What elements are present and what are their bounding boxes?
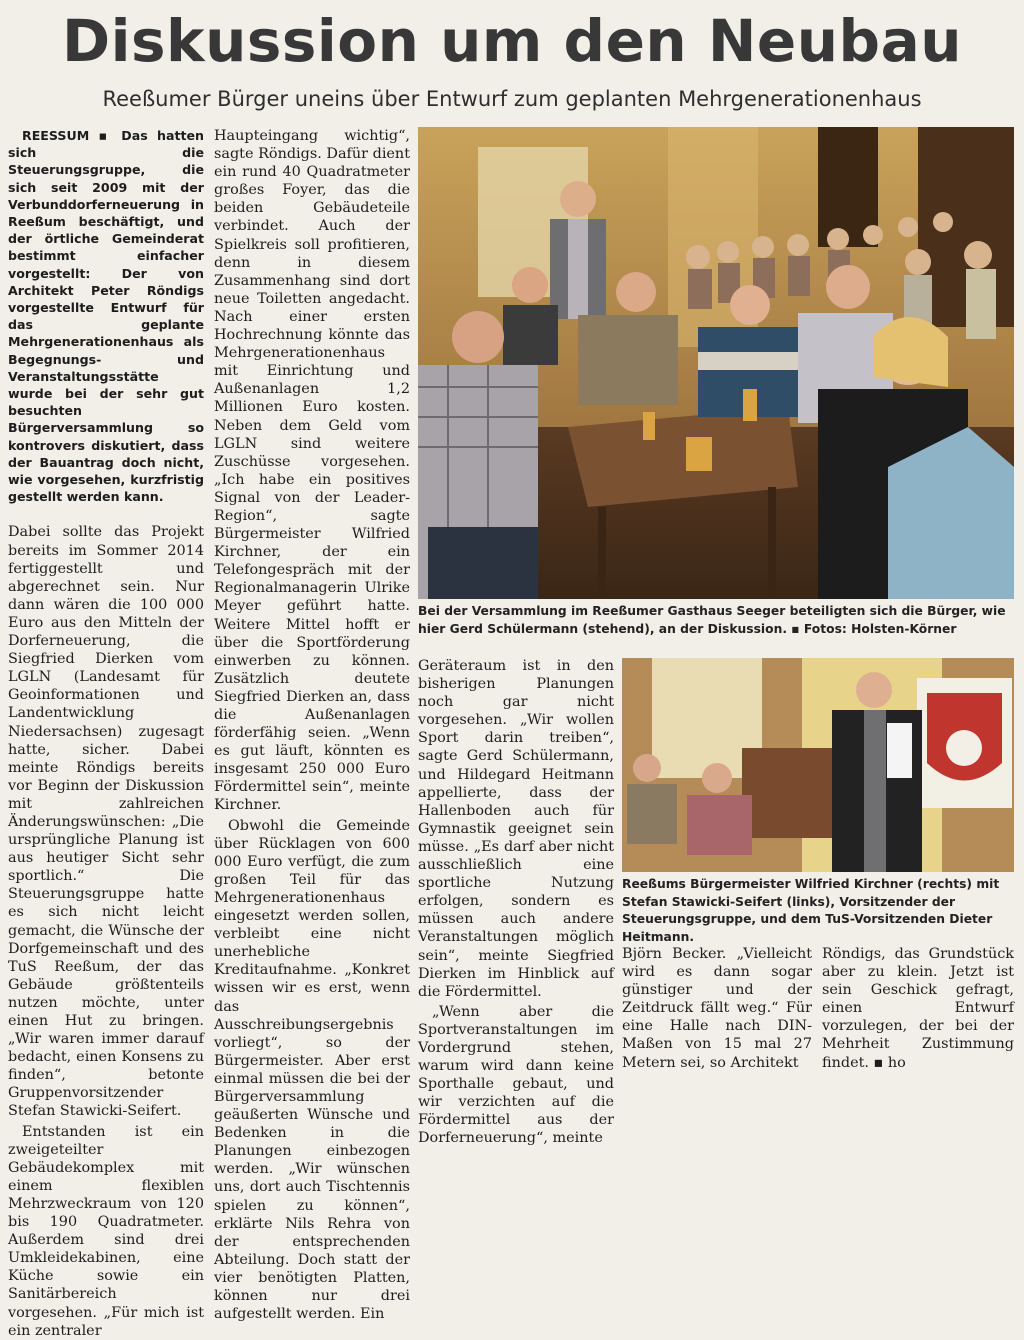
column-1 [8,127,204,1340]
body-paragraph: Dabei sollte das Projekt bereits im Sommer 2014 fertiggestellt und abgerechnet sein. Nur dann wären die 100 000 Euro aus den Mitteln der Dorferneuerung, die Siegfried Dierken vom LGLN (Landesamt für Geoinformationen und Landentwicklung Niedersachsen) zugesagt hatte, sicher. Dabei meinte Röndigs bereits vor Beginn der Diskussion mit zahlreichen Änderungswünschen: „Die ursprüngliche Planung ist aus heutiger Sicht sehr sportlich.“ Die Steuerungsgruppe hatte es sich nicht leicht gemacht, die Wünsche der Dorfgemeinschaft und des TuS Reeßum, der das Gebäude größtenteils nutzen möchte, unter einen Hut zu bringen. „Wir waren immer darauf bedacht, einen Konsens zu finden“, betonte Gruppenvorsitzender Stefan Stawicki-Seifert. [8,524,204,1120]
photo-mayor-image [622,658,1014,872]
body-paragraph: Björn Becker. „Vielleicht wird es dann sogar günstiger und der Zeitdruck fällt weg.“ Für eine Halle nach DIN-Maßen von 15 mal 27 Metern sei, so Architekt [622,946,812,1071]
body-paragraph: Entstanden ist ein zweigeteilter Gebäudekomplex mit einem flexiblen Mehrzweckraum von 120 bis 190 Quadratmeter. Außerdem sind drei Umkleidekabinen, eine Küche sowie ein Sanitärbereich vorgesehen. „Für mich ist ein zentraler [8,1123,204,1339]
column-3 [418,657,614,1148]
body-paragraph: Haupteingang wichtig“, sagte Röndigs. Dafür dient ein rund 40 Quadratmeter großes Foyer, das die beiden Gebäudeteile verbindet. Auch der Spielkreis soll profitieren, denn in diesem Zusammenhang sind dort neue Toiletten angedacht. Nach einer ersten Hochrechnung könnte das Mehrgenerationenhaus mit Einrichtung und Außenanlagen 1,2 Millionen Euro kosten. Neben dem Geld vom LGLN sind weitere Zuschüsse vorgesehen. „Ich habe ein positives Signal von der Leader-Region“, sagte Bürgermeister Wilfried Kirchner, der ein Telefongespräch mit der Regionalmanagerin Ulrike Meyer geführt hatte. Weitere Mittel hofft er über die Sportförderung einwerben zu können. Zusätzlich deutete Siegfried Dierken an, dass die Außenanlagen förderfähig seien. „Wenn es gut läuft, könnten es insgesamt 250 000 Euro Fördermittel sein“, meinte Kirchner. [214,128,410,814]
photo-assembly-image [418,127,1014,599]
body-paragraph: Obwohl die Gemeinde über Rücklagen von 600 000 Euro verfügt, die zum großen Teil für das Mehrgenerationenhaus eingesetzt werden sollen, verbleibt eine nicht unerhebliche Kreditaufnahme. „Konkret wissen wir es erst, wenn das Ausschreibungsergebnis vorliegt“, so der Bürgermeister. Aber erst einmal müssen die bei der Bürgerversammlung geäußerten Wünsche und Bedenken in die Planungen einbezogen werden. „Wir wünschen uns, dort auch Tischtennis spielen zu können“, erklärte Nils Rehra von der entsprechenden Abteilung. Doch statt der vier benötigten Platten, können nur drei aufgestellt werden. Ein [214,817,410,1323]
photo-mayor [622,658,1014,872]
photo-assembly [418,127,1014,599]
body-paragraph: Geräteraum ist in den bisherigen Planungen noch gar nicht vorgesehen. „Wir wollen Sport darin treiben“, sagte Gerd Schülermann, und Hildegard Heitmann appellierte, dass der Hallenboden auch für Gymnastik geeignet sein müsse. „Es darf aber nicht ausschließlich eine sportliche Nutzung erfolgen, sondern es müssen auch andere Veranstaltungen möglich sein“, meinte Siegfried Dierken im Hinblick auf die Fördermittel. [418,658,614,1000]
subheadline: Reeßumer Bürger uneins über Entwurf zum geplanten Mehrgenerationenhaus [102,87,922,111]
column-4 [622,945,812,1072]
photo-caption-second: Reeßums Bürgermeister Wilfried Kirchner (rechts) mit Stefan Stawicki-Seifert (links), Vorsitzender der Steuerungsgruppe, und dem TuS-Vorsitzenden Dieter Heitmann. [622,877,1000,944]
lead-text: ▪ Das hatten sich die Steuerungsgruppe, die sich seit 2009 mit der Verbunddorferneuerung in Reeßum beschäftigt, und der örtliche Gemeinderat bestimmt einfacher vorgestellt: Der von Architekt Peter Röndigs vorgestellte Entwurf für das geplante Mehrgenerationenhaus als Begegnungs- und Veranstaltungsstätte wurde bei der sehr gut besuchten Bürgerversammlung so kontrovers diskutiert, dass der Bauantrag doch nicht, wie vorgesehen, kurzfristig gestellt werden kann. [8,128,204,505]
column-2 [214,127,410,1323]
column-5 [822,945,1014,1072]
body-paragraph: Röndigs, das Grundstück aber zu klein. Jetzt ist sein Geschick gefragt, einen Entwurf vorzulegen, der bei der Mehrheit Zustimmung findet. ▪ ho [822,946,1014,1071]
photo-caption-main: Bei der Versammlung im Reeßumer Gasthaus Seeger beteiligten sich die Bürger, wie hier Gerd Schülermann (stehend), an der Diskussion. ▪ Fotos: Holsten-Körner [418,604,1006,636]
lead-paragraph [8,127,204,505]
dateline: REESSUM [22,128,90,143]
headline: Diskussion um den Neubau [61,7,963,75]
body-paragraph: „Wenn aber die Sportveranstaltungen im Vordergrund stehen, warum wird dann keine Sporthalle gebaut, und wir verzichten auf die Fördermittel aus der Dorferneuerung“, meinte [418,1003,614,1147]
